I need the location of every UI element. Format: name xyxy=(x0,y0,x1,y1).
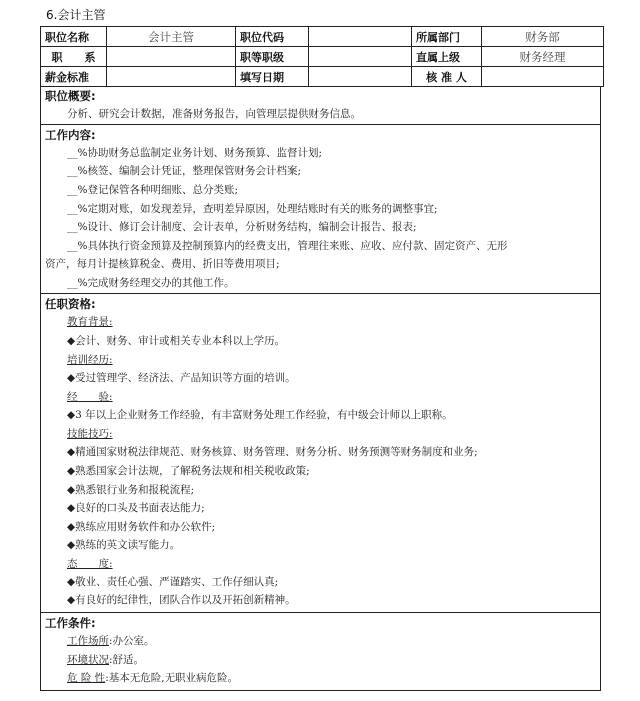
list-item: 资产，每月计提核算税金、费用、折旧等费用项目; xyxy=(45,258,280,270)
overview-text: 分析、研究会计数据，准备财务报告，向管理层提供财务信息。 xyxy=(67,108,361,120)
overview-section xyxy=(40,86,601,125)
list-item: ◆熟悉银行业务和报税流程; xyxy=(67,484,195,496)
list-item: ◆精通国家财税法律规范、财务核算、财务管理、财务分析、财务预测等财务制度和业务; xyxy=(67,446,478,458)
table-row xyxy=(41,67,604,87)
job-family-value xyxy=(107,47,236,67)
risk-label: 危 险 性 xyxy=(67,672,106,684)
position-code-label: 职位代码 xyxy=(236,27,309,47)
position-name-label: 职位名称 xyxy=(41,27,107,47)
education-text: ◆会计、财务、审计或相关专业本科以上学历。 xyxy=(67,335,286,347)
list-item: __%定期对账，如发现差异，查明差异原因，处理结账时有关的账务的调整事宜; xyxy=(67,203,438,215)
list-item: __%具体执行资金预算及控制预算内的经费支出，管理往来账、应收、应付款、固定资产、无形 xyxy=(67,240,508,252)
table-row xyxy=(41,27,604,47)
experience-label: 经 验: xyxy=(67,391,113,403)
salary-value xyxy=(107,67,236,87)
duties-section xyxy=(40,125,601,294)
education-label: 教育背景: xyxy=(67,316,113,328)
training-label: 培训经历: xyxy=(67,354,113,366)
list-item: __%设计、修订会计制度、会计表单，分析财务结构，编制会计报告、报表; xyxy=(67,221,417,233)
list-item: ◆熟悉国家会计法规，了解税务法规和相关税收政策; xyxy=(67,465,310,477)
environment-value: :舒适。 xyxy=(109,654,145,666)
work-place-label: 工作场所 xyxy=(67,635,109,647)
list-item: ◆熟练应用财务软件和办公软件; xyxy=(67,521,216,533)
grade-value xyxy=(309,47,412,67)
list-item: __%协助财务总监制定业务计划、财务预算、监督计划; xyxy=(67,147,323,159)
list-item: __%完成财务经理交办的其他工作。 xyxy=(67,277,235,289)
job-family-label: 职 系 xyxy=(41,47,107,67)
overview-heading: 职位概要: xyxy=(45,89,96,103)
supervisor-label: 直属上级 xyxy=(412,47,482,67)
training-text: ◆受过管理学、经济法、产品知识等方面的培训。 xyxy=(67,372,296,384)
table-row xyxy=(41,47,604,67)
risk-value: :基本无危险,无职业病危险。 xyxy=(105,672,239,684)
work-place-row xyxy=(67,633,155,648)
list-item: ◆敬业、责任心强、严谨踏实、工作仔细认真; xyxy=(67,576,279,588)
supervisor-value: 财务经理 xyxy=(482,47,604,67)
document-title: 6.会计主管 xyxy=(46,8,106,22)
skills-label: 技能技巧: xyxy=(67,428,113,440)
environment-label: 环境状况 xyxy=(67,654,109,666)
risk-row xyxy=(67,670,238,685)
work-place-value: :办公室。 xyxy=(109,635,155,647)
approver-label: 核 准 人 xyxy=(412,67,482,87)
position-code-value xyxy=(309,27,412,47)
position-name-value: 会计主管 xyxy=(107,27,236,47)
conditions-heading: 工作条件: xyxy=(45,616,96,630)
conditions-section xyxy=(40,613,601,691)
cutoff-footer-text xyxy=(40,692,640,701)
list-item: __%核签、编制会计凭证，整理保管财务会计档案; xyxy=(67,165,302,177)
approver-value xyxy=(482,67,604,87)
department-value: 财务部 xyxy=(482,27,604,47)
qualifications-heading: 任职资格: xyxy=(45,297,96,311)
qualifications-section xyxy=(40,294,601,613)
list-item: ◆良好的口头及书面表达能力; xyxy=(67,502,205,514)
fill-date-label: 填写日期 xyxy=(236,67,309,87)
salary-label: 薪金标准 xyxy=(41,67,107,87)
list-item: ◆有良好的纪律性，团队合作以及开拓创新精神。 xyxy=(67,594,296,606)
attitude-label: 态 度: xyxy=(67,558,113,570)
fill-date-value xyxy=(309,67,412,87)
duties-heading: 工作内容: xyxy=(45,128,96,142)
environment-row xyxy=(67,652,144,667)
list-item: __%登记保管各种明细账、总分类账; xyxy=(67,184,239,196)
grade-label: 职等职级 xyxy=(236,47,309,67)
experience-text: ◆3 年以上企业财务工作经验，有丰富财务处理工作经验，有中级会计师以上职称。 xyxy=(67,409,453,421)
department-label: 所属部门 xyxy=(412,27,482,47)
job-info-table xyxy=(40,26,604,87)
list-item: ◆熟练的英文读写能力。 xyxy=(67,539,181,551)
